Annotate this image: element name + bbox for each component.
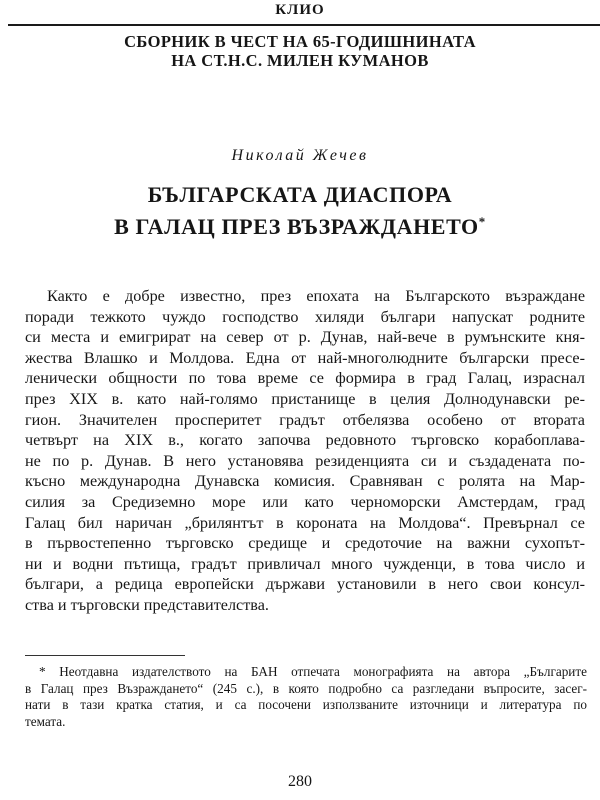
footnote-line: нати в тази кратка статия, и са посочени използваните източници и литература по <box>25 697 587 713</box>
body-line: жества Влашко и Молдова. Една от най-многолюдните български пресе- <box>25 348 585 367</box>
footnote-line: * Неотдавна издателството на БАН отпечата монографията на автора „Българите <box>39 664 587 679</box>
body-line: българи, а редица европейски държави установили в него свои консул- <box>25 575 585 594</box>
article-body <box>25 286 585 616</box>
article-title <box>0 181 600 240</box>
body-line: Галац бил наричан „брилянтът в короната на Молдова“. Превърнал се <box>25 513 585 532</box>
running-head: КЛИО <box>275 2 325 18</box>
body-line: четвърт на XIX в., когато започва редовното търговско корабоплава- <box>25 431 585 450</box>
body-line: гион. Значителен просперитет градът отбелязва особено от втората <box>25 410 585 429</box>
body-line: ства и търговски представителства. <box>25 595 269 614</box>
body-line: Както е добре известно, през епохата на Българското възраждане <box>47 287 585 305</box>
article-author: Николай Жечев <box>231 147 369 164</box>
footnote-line: в Галац през Възраждането“ (245 с.), в която подробно са разгледани въпросите, засег- <box>25 680 587 696</box>
body-line: силия за Средиземно море или като черноморски Амстердам, град <box>25 492 585 511</box>
body-line: си места и емигрират на север от р. Дунав, най-вече в румънските кня- <box>25 328 585 347</box>
series-title-line-1: СБОРНИК В ЧЕСТ НА 65-ГОДИШНИНАТА <box>124 32 476 51</box>
series-title <box>0 32 600 70</box>
article-title-line-2: В ГАЛАЦ ПРЕЗ ВЪЗРАЖДАНЕТО <box>114 214 479 239</box>
body-line: през XIX в. като най-голямо пристанище в целия Долнодунавски ре- <box>25 389 585 408</box>
page-number: 280 <box>288 773 312 790</box>
body-line: в първостепенно търговско средище и средоточие на важни сухопът- <box>25 534 585 553</box>
footnote-separator <box>25 655 185 656</box>
body-line: ни и водни пътища, градът привличал много чужденци, в това число и <box>25 554 585 573</box>
article-title-line-1: БЪЛГАРСКАТА ДИАСПОРА <box>147 182 453 207</box>
body-line: ленически общности по това време се формира в град Галац, израснал <box>25 369 585 388</box>
footnote <box>25 664 587 730</box>
body-line: не по р. Дунав. В него установява резиденцията си и създадената по- <box>25 451 585 470</box>
body-line: късно международна Дунавска комисия. Сравняван с ролята на Мар- <box>25 472 585 491</box>
footnote-line: темата. <box>25 713 66 729</box>
body-line: поради тежкото чуждо господство хиляди българи напускат родните <box>25 307 585 326</box>
header-rule <box>8 24 600 26</box>
article-title-line-2-wrap <box>0 208 600 240</box>
series-title-line-2: НА СТ.Н.С. МИЛЕН КУМАНОВ <box>171 51 429 70</box>
title-footnote-mark: * <box>478 214 486 229</box>
